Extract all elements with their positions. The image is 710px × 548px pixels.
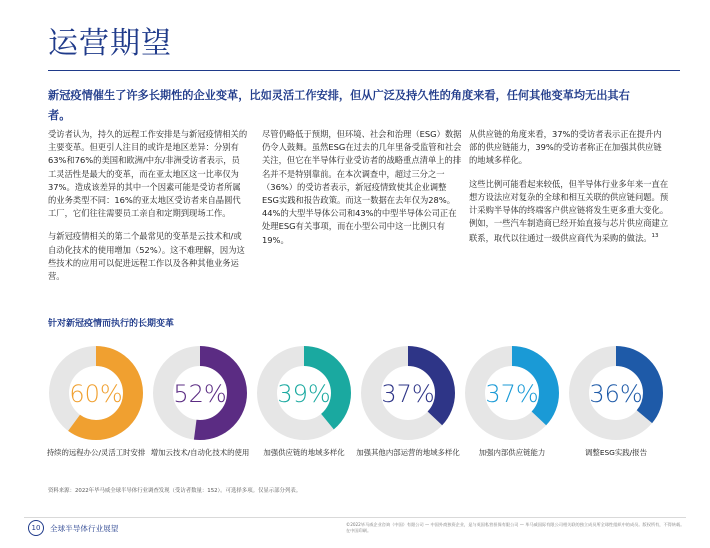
donut-item [46,345,146,457]
subtitle: 新冠疫情催生了许多长期性的企业变革，比如灵活工作安排，但从广泛及持久性的角度来看，任何其他变革均无出其右者。 [48,89,630,122]
text-column-3 [469,128,669,255]
donut-svg [360,345,456,441]
page-number: 10 [28,520,44,536]
donut-category-label: 加强其他内部运营的地域多样化 [356,448,460,457]
donut-category-label: 加强供应链的地域多样化 [263,448,345,457]
donut-item [356,345,460,457]
donut-svg [48,345,144,441]
donut-svg [256,345,352,441]
footnote-ref: 13 [651,233,659,240]
donut-value-label: 37% [485,380,539,408]
donut-item [464,345,560,457]
donut-item [150,345,250,457]
donut-svg [568,345,664,441]
title-rule [48,70,680,71]
paragraph: 尽管仍略低于预期，但环境、社会和治理（ESG）数据仍令人鼓舞。虽然ESG在过去的几年里备受监管和社会关注，但它在半导体行业受访者的战略重点清单上的排名并不是特别靠前。在本次调查中，超过三分之一（36%）的受访者表示，新冠疫情致使其企业调整ESG实践和报告政策。而这一数据在去年仅为28%。44%的大型半导体公司和43%的中型半导体公司正在处理ESG有关事项，而在小型公司中这一比例只有19%。 [262,129,462,245]
donut-category-label: 加强内部供应链能力 [478,448,546,457]
donut-category-label: 调整ESG实践/报告 [585,448,647,457]
donut-value-label: 36% [589,380,643,408]
paragraph [469,178,669,246]
donut-item [256,345,352,457]
paragraph: 从供应链的角度来看，37%的受访者表示正在提升内部的供应链能力，39%的受访者称正在加强其供应链的地域多样化。 [469,129,662,166]
paragraph: 受访者认为，持久的远程工作安排是与新冠疫情相关的主要变革。但更引人注目的或许是地区差异：分别有63%和76%的美国和欧洲/中东/非洲受访者表示，员工灵活性是最大的变革，而在亚太地区这一比率仅为37%。造成该差异的其中一个因素可能是受访者所属的业务类型不同：16%的亚太地区受访者来自晶圆代工厂，它们往往需要员工亲自和定期到现场工作。 [48,129,248,219]
donut-value-label: 37% [381,380,435,408]
copyright: ©2022毕马威企业咨询（中国）有限公司 — 中国外商独资企业，是与英国私营担保有限公司 — 毕马威国际有限公司相关联的独立成员所全球性组织中的成员。版权所有，不得转载。在中国印刷。 [346,522,685,533]
donut-category-label: 持续的远程办公/灵活工时安排 [46,448,146,457]
donut-chart [48,345,668,455]
donut-item [568,345,664,457]
paragraph: 与新冠疫情相关的第二个最常见的变革是云技术和/或自动化技术的使用增加（52%）。这不难理解，因为这些技术的应用可以促进远程工作以及各种其他业务运营。 [48,231,245,282]
text-column-1 [48,128,248,293]
paragraph-text: 这些比例可能看起来较低，但半导体行业多年来一直在想方设法应对复杂的全球和相互关联的供应链问题。预计采购半导体的终端客户供应链将发生更多重大变化。例如，一些汽车制造商已经开始直接与芯片供应商建立联系，取代以往通过一级供应商代为采购的做法。 [469,178,669,244]
donut-svg [464,345,560,441]
page-title: 运营期望 [48,26,172,61]
footer-title: 全球半导体行业展望 [50,524,119,533]
text-column-2 [262,128,462,257]
donut-value-label: 52% [173,380,227,408]
chart-heading: 针对新冠疫情而执行的长期变革 [48,319,175,329]
footer-rule [24,517,686,518]
donut-svg [152,345,248,441]
donut-value-label: 39% [277,380,331,408]
source-note: 资料来源：2022年毕马威全球半导体行业调查发现（受访者数量：152）。可选择多项。仅显示部分列表。 [48,488,302,494]
donut-category-label: 增加云技术/自动化技术的使用 [150,448,250,457]
donut-value-label: 60% [69,380,123,408]
